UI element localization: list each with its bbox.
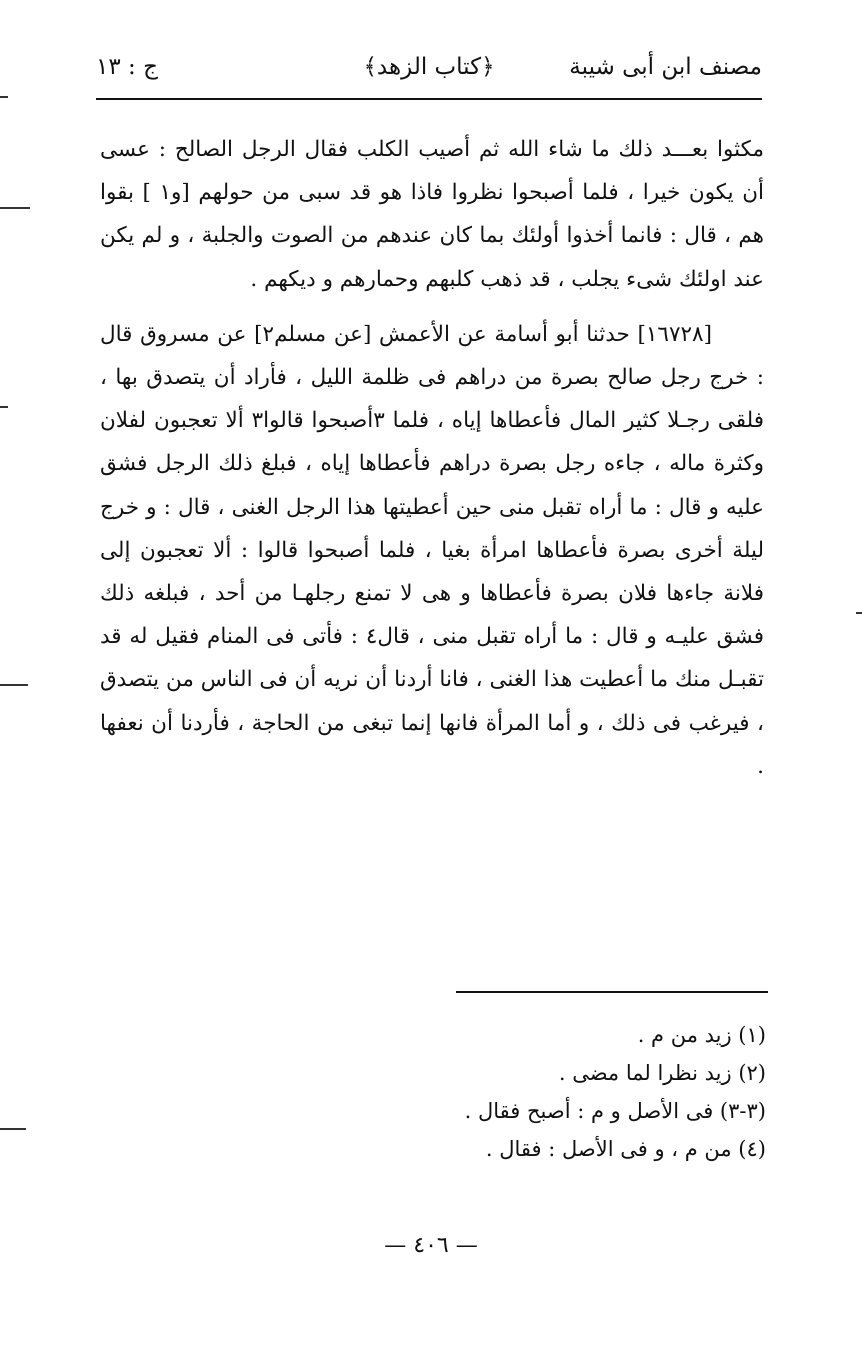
scan-margin-mark: [0, 207, 30, 209]
volume-number: ج : ١٣: [96, 54, 158, 80]
scan-margin-mark: [0, 684, 28, 686]
scan-margin-mark: [0, 406, 8, 408]
header-rule: [96, 98, 762, 100]
running-header: [96, 50, 762, 100]
footnotes: [366, 1016, 766, 1168]
footnote-3: (٣-٣) فى الأصل و م : أصبح فقال .: [464, 1099, 766, 1123]
chapter-title: ﴿كتاب الزهد﴾: [363, 54, 495, 80]
book-title: مصنف ابن أبى شيبة: [569, 54, 762, 80]
paragraph-2-text: [١٦٧٢٨] حدثنا أبو أسامة عن الأعمش [عن مسلم٢] عن مسروق قال : خرج رجل صالح بصرة من دراهم فى ظلمة الليل ، فأراد أن يتصدق بها ، فلقى رجـلا كثير المال فأعطاها إياه ، فلما ٣أصبحوا قالوا٣ ألا تعجبون لفلان وكثرة ماله ، جاءه رجل بصرة دراهم فأعطاها إياه ، فبلغ ذلك الرجل فشق عليه و قال : ما أراه تقبل منى حين أعطيتها هذا الرجل الغنى ، قال : و خرج ليلة أخرى بصرة فأعطاها امرأة بغيا ، فلما أصبحوا قالوا : ألا تعجبون إلى فلانة جاءها فلان بصرة فأعطاها و هى لا تمنع رجلهـا من أحد ، فبلغه ذلك فشق عليـه و قال : ما أراه تقبل منى ، قال٤ : فأتى فى المنام فقيل له قد تقبـل منك ما أعطيت هذا الغنى ، فانا أردنا أن نريه أن فى الناس من يتصدق ، فيرغب فى ذلك ، و أما المرأة فانها إنما تبغى من الحاجة ، فأردنا أن نعفها .: [100, 321, 765, 779]
paragraph-2: [100, 313, 764, 788]
scan-margin-mark: [0, 96, 8, 98]
footnote-4: (٤) من م ، و فى الأصل : فقال .: [485, 1137, 766, 1161]
paragraph-1: مكثوا بعـــد ذلك ما شاء الله ثم أصيب الكلب فقال الرجل الصالح : عسى أن يكون خيرا ، فلما أصبحوا نظروا فاذا هو قد سبى من حولهم [و١ ] بقوا هم ، قال : فانما أخذوا أولئك بما كان عندهم من الصوت والجلبة ، و لم يكن عند اولئك شىء يجلب ، قد ذهب كلبهم وحمارهم و ديكهم .: [100, 137, 764, 292]
scan-margin-mark: [0, 1128, 26, 1130]
footnote-separator: [456, 991, 768, 993]
footnote-2: (٢) زيد نظرا لما مضى .: [558, 1061, 766, 1085]
scan-margin-mark: [856, 612, 862, 614]
page-number: — ٤٠٦ —: [384, 1233, 478, 1258]
footnote-1: (١) زيد من م .: [637, 1023, 766, 1047]
main-text: [100, 128, 764, 788]
